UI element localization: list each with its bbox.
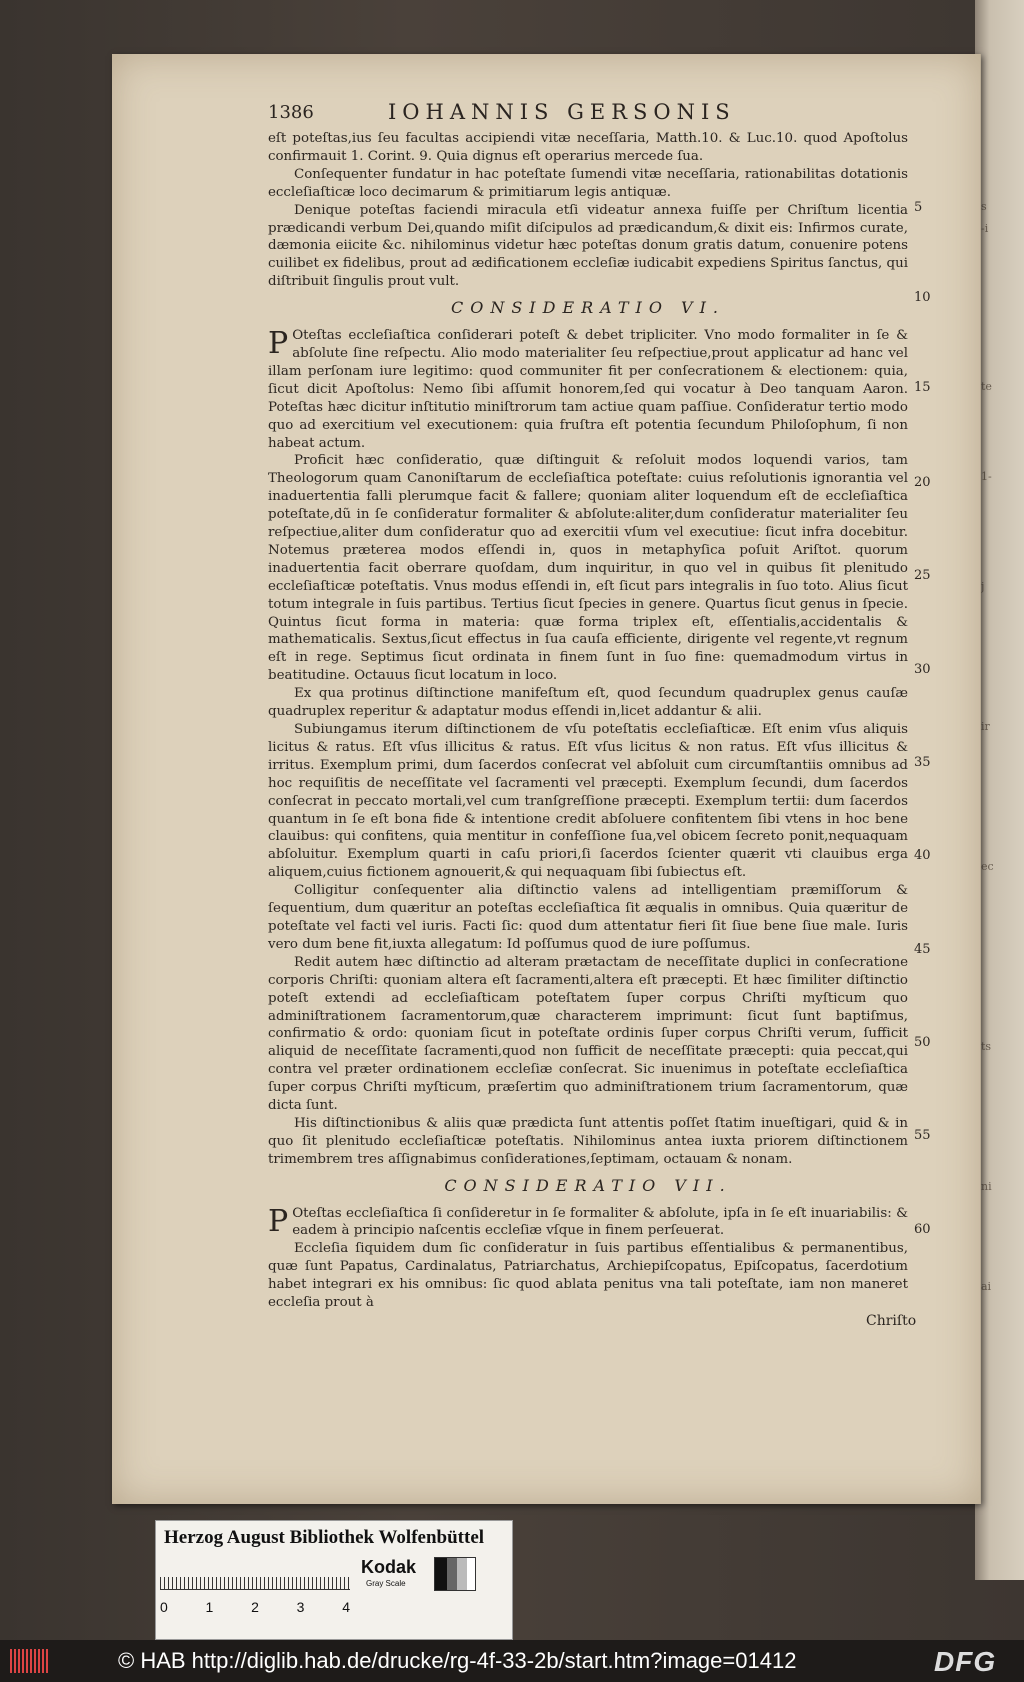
line-number: 5 [914, 200, 923, 215]
running-head: IOHANNIS GERSONIS [388, 100, 736, 124]
paragraph-text: Oteſtas eccleſiaſtica ſi conſideretur in ſe formaliter & abſolute, ipſa in ſe eſt inuariabilis: & eadem à principio naſcentis eccleſiæ vſque in finem perſeuerat. [292, 1205, 908, 1239]
line-number: 35 [914, 755, 931, 770]
fragment: te [981, 380, 992, 393]
fragment: -i [981, 222, 989, 235]
paragraph-text: Oteſtas eccleſiaſtica conſiderari poteſt & debet tripliciter. Vno modo formaliter in ſe & abſolute ſine reſpectu. Alio modo materialiter ſeu reſpectiue,prout applicatur ad hanc vel illam perſonam iure legitimo: quod communiter fit per conſecrationem & electionem: quia, ſicut dicit Apoſtolus: Nemo ſibi aſſumit honorem,ſed qui vocatur à Deo tanquam Aaron. Poteſtas hæc dicitur inſtitutio miniſtrorum tam actiue quam paſſiue. Conſideratur tertio modo quo ad exercitium vel executionem: quia fruſtra eſt potentia ſecundum Philoſophum, ſi non habeat actum. [268, 328, 908, 451]
line-number: 25 [914, 568, 931, 583]
fragment: ai [981, 1280, 992, 1293]
ruler-number: 4 [342, 1599, 350, 1615]
line-number: 55 [914, 1128, 931, 1143]
paragraph: eſt poteſtas,ius ſeu facultas accipiendi vitæ neceſſaria, Matth.10. & Luc.10. quod Apoſtolus confirmauit 1. Corint. 9. Quia dignus eſt operarius mercede ſua. [268, 131, 908, 164]
line-number: 45 [914, 942, 931, 957]
dfg-logo: DFG [934, 1646, 997, 1677]
paragraph: His diſtinctionibus & aliis quæ prædicta ſunt attentis poſſet ſtatim inueſtigari, quid & in quo ſit plenitudo eccleſiaſticæ poteſtatis. Nihilominus antea iuxta priorem diſtinctionem trimembrem tres aſſignabimus conſiderationes,ſeptimam, octauam & nonam. [268, 1115, 908, 1167]
fragment: ec [981, 860, 994, 873]
fragment: ni [981, 1180, 992, 1193]
adjacent-page-edge [975, 0, 1024, 1580]
source-link[interactable]: © HAB http://diglib.hab.de/drucke/rg-4f-33-2b/start.htm?image=01412 [118, 1648, 797, 1673]
line-number: 15 [914, 380, 931, 395]
kodak-logo: Kodak [361, 1557, 417, 1577]
gray-scale-swatch [434, 1557, 476, 1591]
paragraph [268, 327, 908, 452]
ruler-number: 2 [251, 1599, 259, 1615]
paragraph: Proficit hæc conſideratio, quæ diſtinguit & reſoluit modos loquendi varios, tam Theologorum quam Canoniſtarum de eccleſiaſtica poteſtate: cuius reſolutionis ignorantia vel inaduertentia falli plerumque facit & fallere; quoniam aliter loquendum eſt de eccleſiaſtica poteſtate,dũ in ſe conſideratur formaliter & abſolute:aliter,dum conſideratur materialiter ſeu reſpectiue,aliter dum conſideratur quo ad exercitii vſum vel executiue: ſicut infra docebitur. Notemus præterea modos eſſendi in, quos in metaphyſica poſuit Ariſtot. quorum inaduertentia facit oberrare quoſdam, dum inquiritur, in quo vel in quibus ſit plenitudo eccleſiaſticæ poteſtatis. Vnus modus eſſendi in, eſt ſicut pars integralis in ſuo toto. Alius ſicut totum integrale in ſuis partibus. Tertius ſicut ſpecies in genere. Quartus ſicut genus in ſpecie. Quintus ſicut forma in materia: quæ forma triplex eſt, eſſentialis,accidentalis & mathematicalis. Sextus,ſicut effectus in ſua cauſa efficiente, dirigente vel regente,vt regnum eſt in rege. Septimus ſicut ordinata in finem ſunt in ſuo fine: quemadmodum virtus in beatitudine. Octauus ſicut locatum in loco. [268, 453, 908, 684]
catchword: Chriſto [866, 1313, 917, 1329]
line-number: 30 [914, 662, 931, 677]
page-number: 1386 [268, 102, 314, 123]
section-title: CONSIDERATIO VII. [444, 1175, 732, 1195]
fragment: 1- [981, 470, 992, 483]
paragraph: Conſequenter fundatur in hac poteſtate ſumendi vitæ neceſſaria, rationabilitas dotationis eccleſiaſticæ loco decimarum & primitiarum legis antiquæ. [268, 166, 908, 200]
paragraph: Redit autem hæc diſtinctio ad alteram prætactam de neceſſitate duplici in conſecratione corporis Chriſti: quoniam altera eſt ſacramenti,altera eſt præcepti. Et hæc ſimiliter diſtinctio poteſt extendi ad eccleſiaſticam poteſtatem ſuper corpus Chriſti myſticum quo adminiſtrationem ſacramentorum,quæ characterem imprimunt: ſicut ſunt baptiſmus, confirmatio & ordo: quoniam ſicut in poteſtate ordinis ſuper corpus Chriſti verum, ſufficit aliquid de neceſſitate ſacramenti,quod non ſufficit de neceſſitate præcepti: quia peccat,qui contra vel præter ordinationem eccleſiæ conſecrat. Sic inuenimus in poteſtate eccleſiaſtica ſuper corpus Chriſti myſticum, præſertim quo adminiſtrationem trium ſacramentorum, quæ dicta ſunt. [268, 954, 908, 1114]
line-number: 50 [914, 1035, 931, 1050]
footer-bar [0, 1640, 1024, 1682]
fragment: j [981, 580, 985, 593]
ruler-number: 0 [160, 1599, 168, 1615]
paragraph: Ex qua protinus diſtinctione manifeſtum eſt, quod ſecundum quadruplex genus cauſæ quadruplex reperitur & adaptatur modus eſſendi in,licet addantur & alii. [268, 686, 908, 720]
ruler-number: 3 [296, 1599, 305, 1615]
library-name: Herzog August Bibliothek Wolfenbüttel [164, 1527, 485, 1548]
paragraph [268, 1205, 908, 1241]
line-number: 10 [914, 290, 931, 305]
paragraph: Denique poteſtas faciendi miracula etſi videatur annexa fuiſſe per Chriſtum licentia prædicandi verbum Dei,quando miſit diſcipulos ad prædicandum,& dixit eis: Infirmos curate, dæmonia eiicite &c. nihilominus videtur hæc poteſtas donum gratis datum, conuenire potens cuilibet ex fidelibus, prout ad ædificationem eccleſiæ iudicabit expediens Spiritus ſanctus, qui diſtribuit ſingulis prout vult. [268, 202, 908, 290]
library-label [155, 1520, 513, 1640]
ruler [160, 1559, 350, 1590]
line-number: 60 [914, 1222, 931, 1237]
initial-letter: P [268, 326, 289, 362]
gray-scale-label: Gray Scale [366, 1579, 406, 1588]
barcode-icon [10, 1649, 50, 1673]
ruler-number: 1 [205, 1599, 214, 1615]
line-number: 20 [914, 475, 931, 490]
fragment: s [981, 200, 987, 213]
paragraph: Eccleſia ſiquidem dum ſic conſideratur in ſuis partibus eſſentialibus & permanentibus, quæ ſunt Papatus, Cardinalatus, Patriarchatus, Archiepiſcopatus, Epiſcopatus, ſacerdotium habet integrari ex his omnibus: ſic quod ablata penitus vna tali poteſtate, iam non maneret eccleſia prout à [268, 1241, 908, 1311]
page-header [268, 100, 878, 128]
initial-letter: P [268, 1203, 289, 1239]
section-title: CONSIDERATIO VI. [450, 298, 726, 318]
line-number: 40 [914, 848, 931, 863]
main-text [268, 130, 908, 1312]
paragraph: Subiungamus iterum diſtinctionem de vſu poteſtatis eccleſiaſticæ. Eſt enim vſus aliquis licitus & ratus. Eſt vſus illicitus & ratus. Eſt vſus licitus & non ratus. Eſt vſus illicitus & irritus. Exemplum primi, dum ſacerdos conſecrat vel abſoluit cum circumſtantiis omnibus ad hoc requiſitis de neceſſitate vel ſacramenti vel præcepti. Exemplum ſecundi, dum ſacerdos conſecrat in peccato mortali,vel cum tranſgreſſione præcepti. Exemplum tertii: dum ſacerdos quantum in ſe eſt bona fide & intentione credit abſoluere confitentem ſibi vtens in hoc bene clauibus: qui confitens, quia mentitur in confeſſione ſua,vel obicem ſecreto ponit,nequaquam abſoluitur. Exemplum quarti in caſu priori,ſi ſacerdos ſcienter quærit vti clauibus erga aliquem,cuius fictionem agnouerit,& qui nequaquam ſibi ſubiectus eſt. [268, 722, 908, 881]
fragment: ir [981, 720, 990, 733]
ruler-numbers [160, 1599, 350, 1615]
fragment: ts [981, 1040, 992, 1053]
paragraph: Colligitur conſequenter alia diſtinctio valens ad intelligentiam præmiſſorum & ſequentium, dum quæritur an poteſtas eccleſiaſtica ſit æqualis in omnibus. Quia quæritur de poteſtate vel facti vel iuris. Facti ſic: quod dum attentatur fieri ſit ſiue bene ſiue male. Iuris vero dum bene fit,iuxta allegatum: Id poſſumus quod de iure poſſumus. [268, 883, 908, 952]
